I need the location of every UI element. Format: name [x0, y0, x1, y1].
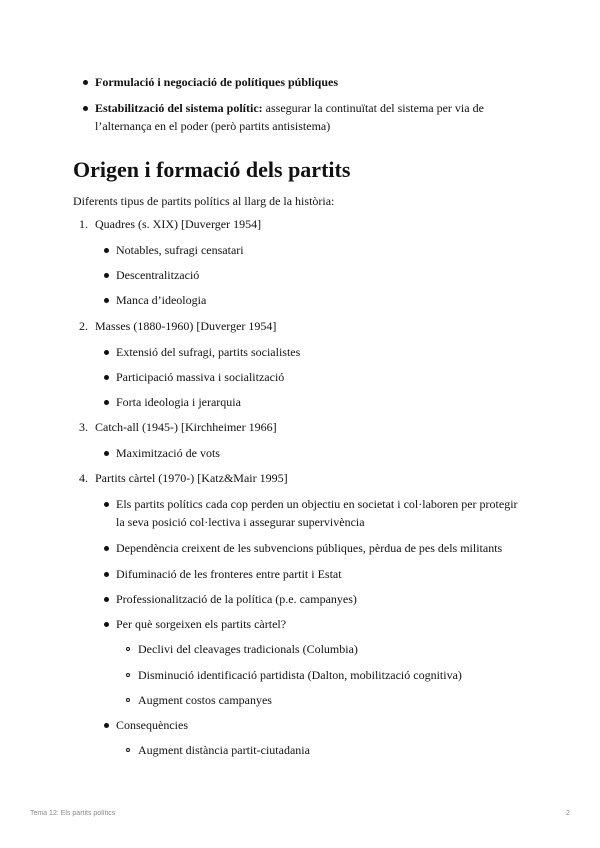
bullet-icon [104, 723, 109, 728]
list-item-cont: la seva posició col·lectiva i assegurar supervivència [116, 515, 365, 529]
list-item: Professionalització de la política (p.e. campanyes) [116, 592, 357, 606]
sub-list-item: Augment costos campanyes [138, 693, 272, 707]
list-item: Descentralització [116, 268, 200, 282]
top-bullet-2-cont: l’alternança en el poder (però partits antisistema) [95, 119, 331, 133]
bullet-icon [104, 350, 109, 355]
section-intro: Diferents tipus de partits polítics al llarg de la història: [73, 194, 335, 208]
bullet-icon [104, 248, 109, 253]
list-item: Forta ideologia i jerarquia [116, 395, 241, 409]
sub-list-item: Declivi del cleavages tradicionals (Columbia) [138, 642, 358, 656]
list-item: Maximització de vots [116, 446, 220, 460]
section-title: Origen i formació dels partits [73, 157, 351, 182]
circle-bullet-icon [126, 748, 130, 752]
bullet-icon [104, 546, 109, 551]
bullet-icon [104, 273, 109, 278]
page-number: 2 [566, 810, 570, 817]
bullet-icon [104, 298, 109, 303]
list-item: Difuminació de les fronteres entre partit i Estat [116, 567, 342, 581]
top-bullet-1: Formulació i negociació de polítiques públiques [95, 75, 339, 89]
list-item: Els partits polítics cada cop perden un objectiu en societat i col·laboren per protegir [116, 497, 518, 511]
type-label: Catch-all (1945-) [Kirchheimer 1966] [95, 420, 277, 434]
footer-title: Tema 12: Els partits polítics [30, 810, 116, 817]
list-number: 1. [79, 217, 88, 231]
circle-bullet-icon [126, 673, 130, 677]
bullet-icon [83, 80, 88, 85]
list-item: Manca d’ideologia [116, 293, 207, 307]
sub-list-item: Augment distància partit-ciutadania [138, 743, 310, 757]
sub-list-item: Disminució identificació partidista (Dalton, mobilització cognitiva) [138, 668, 462, 682]
list-number: 4. [79, 471, 88, 485]
list-item: Dependència creixent de les subvencions públiques, pèrdua de pes dels militants [116, 541, 503, 555]
list-number: 2. [79, 319, 88, 333]
list-item: Consequències [116, 718, 188, 732]
circle-bullet-icon [126, 647, 130, 651]
list-item: Extensió del sufragi, partits socialistes [116, 345, 301, 359]
type-label: Partits càrtel (1970-) [Katz&Mair 1995] [95, 471, 288, 485]
bullet-icon [104, 597, 109, 602]
list-item: Notables, sufragi censatari [116, 243, 244, 257]
bullet-icon [104, 622, 109, 627]
bullet-icon [83, 106, 88, 111]
bullet-icon [104, 375, 109, 380]
circle-bullet-icon [126, 698, 130, 702]
bullet-icon [104, 400, 109, 405]
list-number: 3. [79, 420, 88, 434]
list-item: Participació massiva i socialització [116, 370, 285, 384]
bullet-icon [104, 572, 109, 577]
top-bullet-2: Estabilització del sistema polític: assegurar la continuïtat del sistema per via de [95, 101, 484, 115]
type-label: Masses (1880-1960) [Duverger 1954] [95, 319, 277, 333]
list-item: Per què sorgeixen els partits càrtel? [116, 617, 287, 631]
bullet-icon [104, 502, 109, 507]
type-label: Quadres (s. XIX) [Duverger 1954] [95, 217, 262, 231]
bullet-icon [104, 451, 109, 456]
